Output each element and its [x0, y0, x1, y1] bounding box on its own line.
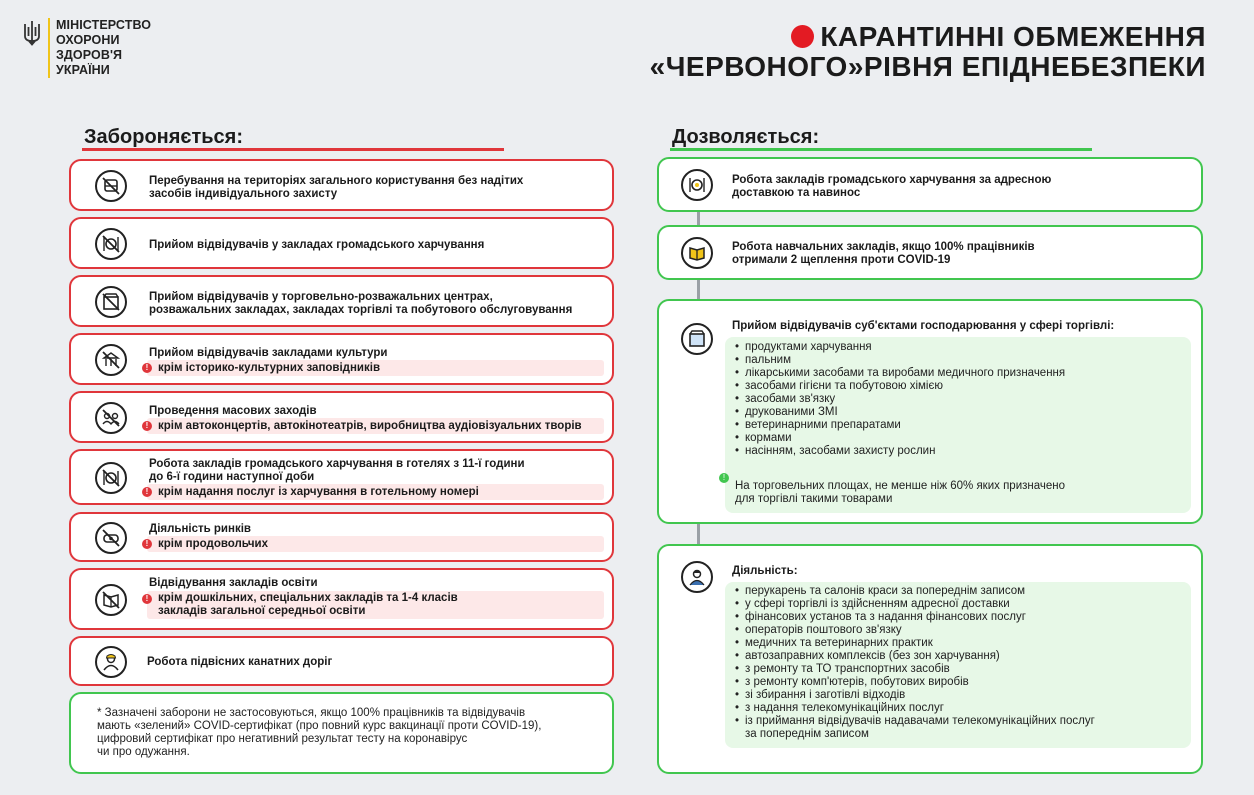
ministry-logo — [22, 18, 151, 78]
list-item: • медичних та ветеринарних практик — [735, 637, 1095, 650]
list-item: • лікарськими засобами та виробами медичного призначення — [735, 367, 1191, 380]
forbidden-heading: Забороняється: — [84, 126, 243, 148]
museum-icon — [95, 344, 127, 376]
allowed-trade: Прийом відвідувачів суб'єктами господарювання у сфері торгівлі: • продуктами харчування • пальним • лікарськими засобами та виробами медичного призначення • засобами гігієни та побутовою хімією • засобами зв'язку • друкованими ЗМІ • ветеринарними препаратами • кормами • насінням, засобами захисту рослин ! На торговельних площах, не менше ніж 60% яких призначено для торгівлі такими товарами — [657, 299, 1203, 524]
hairdresser-icon — [681, 561, 713, 593]
allowed-item: Робота навчальних закладів, якщо 100% працівників отримали 2 щеплення проти COVID-19 — [657, 225, 1203, 280]
list-item: • продуктами харчування — [735, 341, 1191, 354]
allowed-item: Робота закладів громадського харчування за адресною доставкою та навинос — [657, 157, 1203, 212]
shop-icon — [95, 286, 127, 318]
exclamation-icon: ! — [142, 421, 152, 431]
book-icon — [681, 237, 713, 269]
list-item: • з ремонту комп'ютерів, побутових виробів — [735, 676, 1095, 689]
forbidden-item: Робота підвісних канатних доріг — [69, 636, 614, 686]
forbidden-item: Робота закладів громадського харчування в готелях з 11-ї години до 6-ї години наступної доби ! крім надання послуг із харчування в готельному номері — [69, 449, 614, 505]
forbidden-item: Прийом відвідувачів закладами культури ! крім історико-культурних заповідників — [69, 333, 614, 385]
list-item: • засобами гігієни та побутовою хімією — [735, 380, 1191, 393]
crowd-icon — [95, 402, 127, 434]
exclamation-icon: ! — [719, 473, 729, 483]
exclamation-icon: ! — [142, 363, 152, 373]
forbidden-footnote: * Зазначені заборони не застосовуються, якщо 100% працівників та відвідувачів мають «зелений» COVID-сертифікат (про повний курс вакцинації проти COVID-19), цифровий сертифікат про негативний результат тесту на коронавірус чи про одужання. — [69, 692, 614, 774]
forbidden-item: Прийом відвідувачів у торговельно-розважальних центрах, розважальних закладах, закладах торгівлі та побутового обслуговування — [69, 275, 614, 327]
exception-note: ! крім історико-культурних заповідників — [147, 360, 604, 376]
forbidden-item: Прийом відвідувачів у закладах громадського харчування — [69, 217, 614, 269]
cutlery-icon — [681, 169, 713, 201]
list-item: • у сфері торгівлі із здійсненням адресної доставки — [735, 598, 1095, 611]
allowed-activity: Діяльність: • перукарень та салонів краси за попереднім записом • у сфері торгівлі із здійсненням адресної доставки • фінансових установ та з надання фінансових послуг • операторів поштового зв'язку • медичних та ветеринарних практик • автозаправних комплексів (без зон харчування) • з ремонту та ТО транспортних засобів • з ремонту комп'ютерів, побутових виробів • зі збирання і заготівлі відходів • з надання телекомунікаційних послуг • із приймання відвідувачів надавачами телекомунікаційних послуг за попереднім записом — [657, 544, 1203, 774]
list-item: • з ремонту та ТО транспортних засобів — [735, 663, 1095, 676]
list-item: • операторів поштового зв'язку — [735, 624, 1095, 637]
forbidden-item: Діяльність ринків ! крім продовольчих — [69, 512, 614, 562]
connector — [697, 524, 700, 546]
red-level-dot-icon — [791, 25, 814, 48]
exclamation-icon: ! — [142, 594, 152, 604]
forbidden-item: Відвідування закладів освіти ! крім дошкільних, спеціальних закладів та 1-4 класів закладів загальної середньої освіти — [69, 568, 614, 630]
market-icon — [95, 522, 127, 554]
activity-panel — [725, 582, 1191, 748]
worker-icon — [95, 646, 127, 678]
allowed-heading: Дозволяється: — [672, 126, 820, 148]
list-item: • друкованими ЗМІ — [735, 406, 1191, 419]
exclamation-icon: ! — [142, 487, 152, 497]
page-title: КАРАНТИННІ ОБМЕЖЕННЯ «ЧЕРВОНОГО»РІВНЯ ЕПІДНЕБЕЗПЕКИ — [649, 21, 1206, 82]
forbidden-heading-underline — [82, 148, 504, 151]
allowed-heading-underline — [670, 148, 1092, 151]
list-item: • із приймання відвідувачів надавачами телекомунікаційних послуг за попереднім записом — [735, 715, 1095, 741]
list-item: • фінансових установ та з надання фінансових послуг — [735, 611, 1095, 624]
trident-icon — [22, 20, 42, 46]
forbidden-item: Перебування на територіях загального користування без надітих засобів індивідуального захисту — [69, 159, 614, 211]
ministry-name: МІНІСТЕРСТВО ОХОРОНИ ЗДОРОВ'Я УКРАЇНИ — [48, 18, 151, 78]
hotel-food-icon — [95, 462, 127, 494]
shop-icon — [681, 323, 713, 355]
bus-icon — [95, 170, 127, 202]
cutlery-icon — [95, 228, 127, 260]
list-item: • ветеринарними препаратами — [735, 419, 1191, 432]
list-item: • зі збирання і заготівлі відходів — [735, 689, 1095, 702]
connector — [697, 280, 700, 300]
exclamation-icon: ! — [142, 539, 152, 549]
list-item: • насінням, засобами захисту рослин — [735, 445, 1191, 458]
list-item: • засобами зв'язку — [735, 393, 1191, 406]
list-item: • пальним — [735, 354, 1191, 367]
activity-list — [735, 585, 1095, 741]
exception-note: ! крім дошкільних, спеціальних закладів та 1-4 класів закладів загальної середньої освіти — [147, 591, 604, 619]
list-item: • автозаправних комплексів (без зон харчування) — [735, 650, 1095, 663]
exception-note: ! крім надання послуг із харчування в готельному номері — [147, 484, 604, 500]
list-item: • кормами — [735, 432, 1191, 445]
connector — [697, 212, 700, 226]
book-icon — [95, 584, 127, 616]
trade-panel: • продуктами харчування • пальним • лікарськими засобами та виробами медичного призначення • засобами гігієни та побутовою хімією • засобами зв'язку • друкованими ЗМІ • ветеринарними препаратами • кормами • насінням, засобами захисту рослин ! На торговельних площах, не менше ніж 60% яких призначено для торгівлі такими товарами — [725, 337, 1191, 513]
list-item: • перукарень та салонів краси за попереднім записом — [735, 585, 1095, 598]
exception-note: ! крім продовольчих — [147, 536, 604, 552]
trade-list — [735, 341, 1191, 458]
forbidden-item: Проведення масових заходів ! крім автоконцертів, автокінотеатрів, виробництва аудіовізуальних творів — [69, 391, 614, 443]
exception-note: ! крім автоконцертів, автокінотеатрів, виробництва аудіовізуальних творів — [147, 418, 604, 434]
list-item: • з надання телекомунікаційних послуг — [735, 702, 1095, 715]
